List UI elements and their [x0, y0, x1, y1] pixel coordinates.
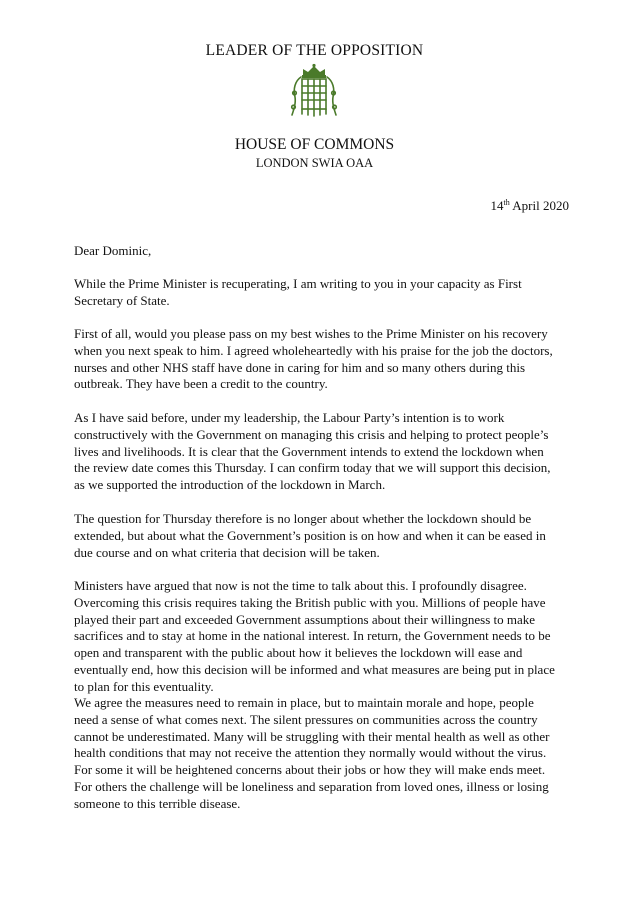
- paragraph-line: health conditions that may not receive the attention they normally would without the virus.: [74, 745, 547, 761]
- paragraph-6: [74, 695, 560, 813]
- paragraph-line: As I have said before, under my leadership, the Labour Party’s intention is to work: [74, 410, 505, 425]
- paragraph-line: the review date comes this Thursday. I can confirm today that we will support this decision,: [74, 460, 551, 476]
- paragraph-line: lives and livelihoods. It is clear that the Government intends to extend the lockdown when: [74, 443, 544, 459]
- letterhead-address: LONDON SWIA OAA: [255, 156, 374, 170]
- portcullis-emblem: [289, 63, 339, 119]
- paragraph-line: sacrifices and to stay at home in the national interest. In return, the Government needs to be: [74, 628, 551, 644]
- paragraph-line: outbreak. They have been a credit to the country.: [74, 376, 328, 392]
- paragraph-line: due course and on what criteria that decision will be taken.: [74, 544, 380, 560]
- paragraph-4: [74, 511, 560, 561]
- paragraph-line: as we supported the introduction of the lockdown in March.: [74, 477, 386, 493]
- paragraph-5: [74, 578, 560, 696]
- date-day: 14: [490, 198, 504, 213]
- paragraph-line: constructively with the Government on managing this crisis and helping to protect people’s: [74, 426, 549, 442]
- paragraph-line: Secretary of State.: [74, 292, 170, 308]
- paragraph-3: [74, 410, 560, 494]
- salutation: Dear Dominic,: [74, 243, 152, 258]
- paragraph-line: need a sense of what comes next. The silent pressures on communities across the country: [74, 711, 538, 727]
- letterhead-house: HOUSE OF COMMONS: [234, 136, 395, 153]
- paragraph-1: [74, 276, 560, 310]
- paragraph-line: someone to this terrible disease.: [74, 795, 241, 811]
- paragraph-2: [74, 326, 560, 393]
- date-rest: April 2020: [509, 198, 569, 213]
- paragraph-line: The question for Thursday therefore is no longer about whether the lockdown should be: [74, 511, 532, 526]
- paragraph-line: to plan for this eventuality.: [74, 678, 214, 694]
- paragraph-line: For others the challenge will be loneliness and separation from loved ones, illness or losing: [74, 778, 549, 794]
- letterhead-title: LEADER OF THE OPPOSITION: [205, 42, 424, 59]
- paragraph-line: We agree the measures need to remain in place, but to maintain morale and hope, people: [74, 695, 534, 710]
- paragraph-line: While the Prime Minister is recuperating, I am writing to you in your capacity as First: [74, 276, 522, 291]
- paragraph-line: Ministers have argued that now is not the time to talk about this. I profoundly disagree.: [74, 578, 527, 593]
- paragraph-line: extended, but about what the Government’s position is on how and when it can be eased in: [74, 527, 546, 543]
- paragraph-line: First of all, would you please pass on my best wishes to the Prime Minister on his recovery: [74, 326, 548, 341]
- paragraph-line: nurses and other NHS staff have done in caring for him and so many others during this: [74, 359, 526, 375]
- paragraph-line: eventually end, how this decision will be informed and what measures are being put in place: [74, 661, 555, 677]
- paragraph-line: played their part and exceeded Government assumptions about their willingness to make: [74, 611, 536, 627]
- paragraph-line: Overcoming this crisis requires taking the British public with you. Millions of people have: [74, 594, 546, 610]
- paragraph-line: when you next speak to him. I agreed wholeheartedly with his praise for the job the doctors,: [74, 342, 553, 358]
- paragraph-line: For some it will be heightened concerns about their jobs or how they will make ends meet.: [74, 762, 546, 778]
- paragraph-line: open and transparent with the public about how it believes the lockdown will ease and: [74, 645, 523, 661]
- date-suffix: th: [503, 198, 510, 207]
- paragraph-line: cannot be underestimated. Many will be struggling with their mental health as well as other: [74, 728, 550, 744]
- letter-date: [491, 198, 569, 214]
